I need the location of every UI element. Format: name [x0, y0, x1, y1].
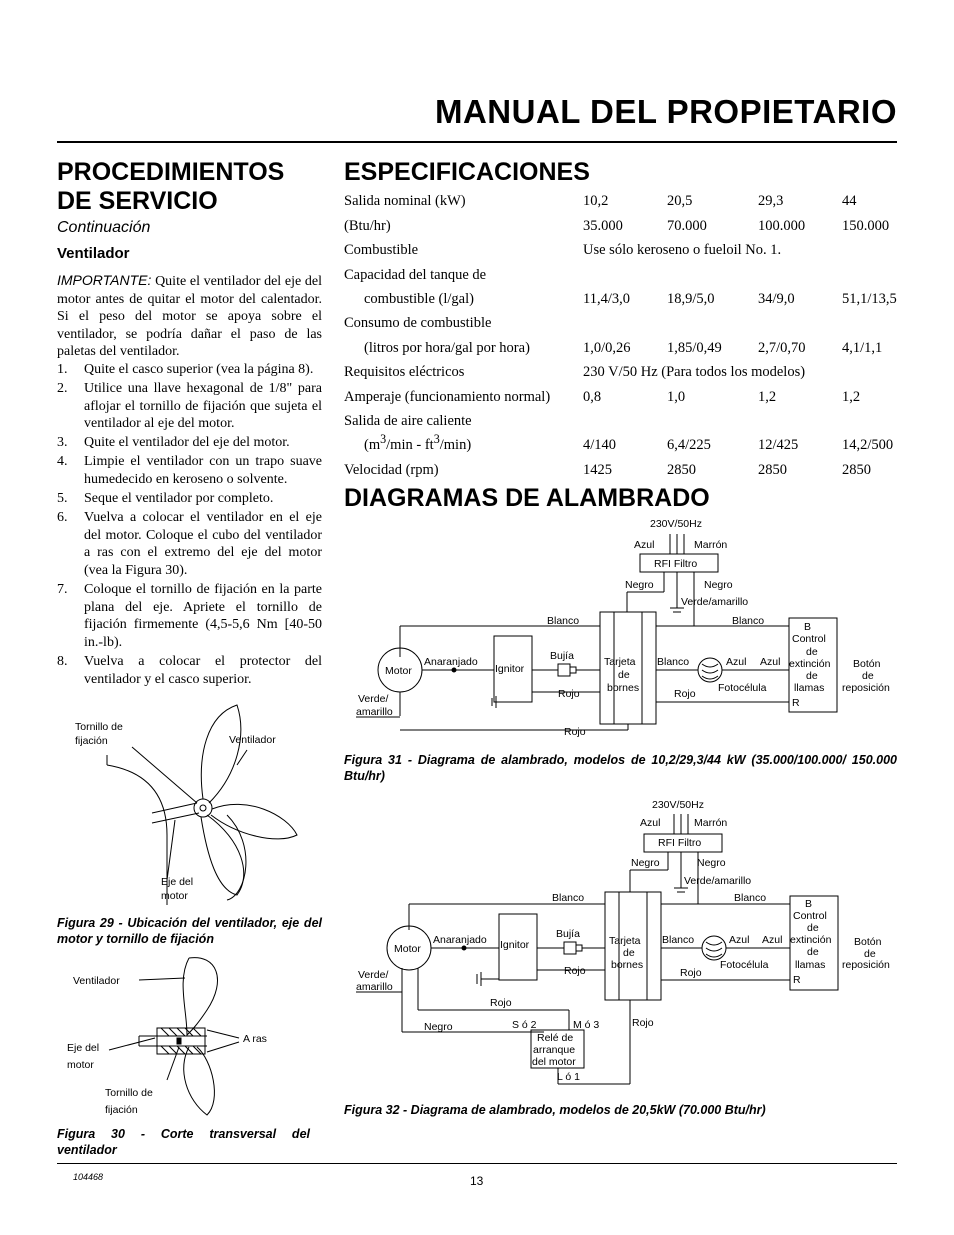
important-paragraph — [57, 272, 322, 361]
step-item — [57, 581, 322, 651]
fig29-label-shaft-2: motor — [161, 890, 188, 902]
specs-label: Salida de aire caliente — [344, 412, 472, 429]
fig29-label-shaft-1: Eje del — [161, 876, 194, 888]
fig32-label-verde-1: Verde/ — [358, 969, 389, 981]
fig31-label-azul-pc-1: Azul — [726, 656, 747, 668]
specs-value: 100.000 — [758, 217, 806, 234]
step-text: Seque el ventilador por completo. — [84, 491, 274, 507]
specs-value: 2850 — [667, 461, 696, 478]
specs-label: Salida nominal (kW) — [344, 193, 466, 210]
specs-row — [344, 406, 902, 430]
fig32-ctrl-1: Control — [793, 910, 827, 922]
fig31-rfi-filter: RFI Filtro — [654, 558, 698, 570]
specs-value: 4/140 — [583, 437, 617, 454]
fig31-label-azul-pc-2: Azul — [760, 656, 781, 668]
specs-value: 44 — [842, 193, 857, 210]
specs-row — [344, 454, 902, 478]
fig32-rfi-filter: RFI Filtro — [658, 837, 702, 849]
section-title-line2: DE SERVICIO — [57, 187, 218, 215]
specs-value: 12/425 — [758, 437, 799, 454]
specs-value: 6,4/225 — [667, 437, 711, 454]
specs-row — [344, 357, 902, 381]
fig32-label-azul: Azul — [640, 817, 661, 829]
fig31-label-blanco-pc: Blanco — [657, 656, 690, 668]
specs-label: combustible (l/gal) — [364, 290, 474, 307]
fig32-boton-2: de — [864, 948, 876, 960]
fig31-label-tarjeta-3: bornes — [607, 682, 640, 694]
figure-31-caption: Figura 31 - Diagrama de alambrado, modelos de 10,2/29,3/44 kW (35.000/100.000/ 150.000 Btu/hr) — [344, 753, 897, 783]
figure-30-cross-section — [57, 950, 327, 1125]
fig32-boton-3: reposición — [842, 959, 890, 971]
step-item — [57, 361, 322, 379]
fig32-label-supply: 230V/50Hz — [652, 799, 704, 811]
specs-row — [344, 235, 902, 259]
step-number: 2. — [57, 381, 68, 397]
specs-label: Combustible — [344, 242, 419, 259]
fig32-boton-1: Botón — [854, 936, 882, 948]
page-number: 13 — [470, 1174, 484, 1188]
fig31-label-rojo-bottom: Rojo — [564, 726, 586, 738]
fig30-label-shaft-2: motor — [67, 1059, 94, 1071]
step-item — [57, 490, 322, 508]
fig31-ctrl-3: extinción — [789, 658, 831, 670]
fig31-boton-1: Botón — [853, 658, 881, 670]
header-rule — [57, 141, 897, 143]
step-item — [57, 453, 322, 488]
fig32-label-bujia: Bujía — [556, 928, 580, 940]
fig32-label-rojo-right: Rojo — [632, 1017, 654, 1029]
step-text: Quite el casco superior (vea la página 8). — [84, 362, 314, 377]
specs-title: ESPECIFICACIONES — [344, 158, 590, 186]
specs-value: 1,0/0,26 — [583, 339, 631, 356]
fig32-rele-2: arranque — [533, 1044, 576, 1056]
fig32-label-blanco-pc: Blanco — [662, 934, 695, 946]
doc-number: 104468 — [73, 1172, 104, 1182]
fig31-label-fotocelula: Fotocélula — [718, 682, 767, 694]
step-number: 5. — [57, 491, 68, 507]
fig32-label-azul-pc-1: Azul — [729, 934, 750, 946]
fig32-ctrl-4: de — [807, 946, 819, 958]
specs-value: 29,3 — [758, 193, 784, 210]
fig31-ctrl-5: llamas — [794, 682, 825, 694]
figure-32-caption: Figura 32 - Diagrama de alambrado, modelos de 20,5kW (70.000 Btu/hr) — [344, 1103, 766, 1117]
important-label: IMPORTANTE: — [57, 272, 152, 288]
specs-row — [344, 308, 902, 332]
step-text: Quite el ventilador del eje del motor. — [84, 435, 290, 451]
fig31-ctrl-r: R — [792, 697, 800, 709]
fig31-label-marron: Marrón — [694, 539, 728, 551]
step-number: 4. — [57, 454, 68, 470]
specs-value: 20,5 — [667, 193, 693, 210]
fig31-ctrl-1: Control — [792, 633, 826, 645]
page-header-title: MANUAL DEL PROPIETARIO — [434, 93, 897, 130]
fig31-ignitor: Ignitor — [495, 663, 525, 675]
fig32-label-anaranjado: Anaranjado — [433, 934, 487, 946]
specs-row — [344, 284, 902, 308]
specs-value: 18,9/5,0 — [667, 290, 715, 307]
specs-span-value: 230 V/50 Hz (Para todos los modelos) — [583, 364, 806, 381]
fig31-label-azul: Azul — [634, 539, 655, 551]
fig32-label-blanco-right: Blanco — [734, 892, 767, 904]
specs-label: Velocidad (rpm) — [344, 461, 439, 478]
fig32-rele-3: del motor — [532, 1056, 576, 1068]
wiring-title: DIAGRAMAS DE ALAMBRADO — [344, 484, 710, 512]
step-number: 6. — [57, 510, 68, 526]
fig31-label-negro-1: Negro — [625, 579, 654, 591]
specs-value: 2850 — [842, 461, 871, 478]
specs-value: 11,4/3,0 — [583, 290, 630, 307]
figure-30-caption: Figura 30 - Corte transversal del ventilador — [57, 1127, 310, 1157]
specs-value: 2850 — [758, 461, 787, 478]
step-number: 1. — [57, 362, 68, 377]
fig31-boton-2: de — [862, 670, 874, 682]
fig32-label-negro-1: Negro — [631, 857, 660, 869]
step-text: Vuelva a colocar el ventilador en el eje del motor. Coloque el cubo del ventilador a ras con el extremo del eje del motor (vea la Figura 30). — [84, 510, 322, 579]
fig31-ctrl-b: B — [804, 621, 812, 633]
specs-row — [344, 332, 902, 356]
specs-row — [344, 259, 902, 283]
specs-value: 1425 — [583, 461, 612, 478]
fig32-ctrl-2: de — [807, 922, 819, 934]
step-number: 3. — [57, 435, 68, 451]
fig30-label-flush: A ras — [243, 1033, 267, 1045]
fig31-label-rojo-ign: Rojo — [558, 688, 580, 700]
fig32-label-verde-amarillo: Verde/amarillo — [684, 875, 752, 887]
fig29-label-fan: Ventilador — [229, 734, 276, 746]
step-text: Vuelva a colocar el protector del ventilador y el casco superior. — [84, 654, 322, 687]
specs-value: 70.000 — [667, 217, 707, 234]
fig32-label-tarjeta-3: bornes — [611, 959, 644, 971]
fig30-label-screw-2: fijación — [105, 1104, 138, 1116]
figure-29-caption: Figura 29 - Ubicación del ventilador, eje del motor y tornillo de fijación — [57, 916, 322, 946]
step-text: Utilice una llave hexagonal de 1/8" para aflojar el tornillo de fijación que sujeta el ventilador al eje del motor. — [84, 381, 322, 432]
fig31-label-tarjeta-2: de — [618, 669, 630, 681]
fig32-label-tarjeta-1: Tarjeta — [609, 935, 641, 947]
fig31-label-tarjeta-1: Tarjeta — [604, 656, 636, 668]
specs-label: (Btu/hr) — [344, 217, 391, 234]
specs-empty — [583, 308, 902, 332]
fig32-label-fotocelula: Fotocélula — [720, 959, 769, 971]
fig32-label-verde-2: amarillo — [356, 981, 393, 993]
specs-row — [344, 381, 902, 405]
fig32-ctrl-b: B — [805, 898, 813, 910]
specs-value: 14,2/500 — [842, 437, 894, 454]
fig31-boton-3: reposición — [842, 682, 890, 694]
fig31-label-verde-amarillo: Verde/amarillo — [681, 596, 749, 608]
fig30-label-fan: Ventilador — [73, 975, 120, 987]
fig32-motor: Motor — [394, 943, 421, 955]
specs-value: 4,1/1,1 — [842, 339, 883, 356]
specs-value: 150.000 — [842, 217, 890, 234]
specs-row — [344, 210, 902, 234]
section-subtitle: Continuación — [57, 219, 151, 236]
specs-value: 35.000 — [583, 217, 623, 234]
specs-label: $(m^3/\min - ft^3/\min)$ — [364, 432, 472, 454]
fig31-label-rojo-pc: Rojo — [674, 688, 696, 700]
fig32-label-tarjeta-2: de — [623, 947, 635, 959]
fig30-label-screw-1: Tornillo de — [105, 1087, 153, 1099]
fig30-label-shaft-1: Eje del — [67, 1042, 100, 1054]
fig31-label-verde-1: Verde/ — [358, 693, 389, 705]
important-text: Quite el ventilador del eje del motor antes de quitar el motor del calentador. Si el peso del motor se apoya sobre el ventilador, se podría dañar el paso de las paletas del ventilador. — [57, 274, 322, 360]
specs-label: Requisitos eléctricos — [344, 364, 465, 381]
specs-value: 1,0 — [667, 388, 686, 405]
fig31-ctrl-2: de — [806, 646, 818, 658]
fig32-label-marron: Marrón — [694, 817, 728, 829]
fig31-label-negro-2: Negro — [704, 579, 733, 591]
fig31-label-bujia: Bujía — [550, 650, 574, 662]
fig32-label-blanco-top: Blanco — [552, 892, 585, 904]
fig29-label-screw-2: fijación — [75, 735, 108, 747]
step-number: 7. — [57, 582, 68, 598]
fig32-ctrl-r: R — [793, 974, 801, 986]
fig32-label-s2: S ó 2 — [512, 1019, 537, 1031]
step-item — [57, 653, 322, 688]
step-item — [57, 434, 322, 452]
footer-rule — [57, 1163, 897, 1164]
specs-value: 2,7/0,70 — [758, 339, 806, 356]
left-column — [57, 158, 327, 237]
specs-value: 34/9,0 — [758, 290, 795, 307]
fig32-label-rojo-pc: Rojo — [680, 967, 702, 979]
step-item — [57, 509, 322, 579]
specs-label: Amperaje (funcionamiento normal) — [344, 388, 551, 405]
specs-row — [344, 430, 902, 454]
fig32-label-l1: L ó 1 — [557, 1071, 580, 1083]
step-text: Limpie el ventilador con un trapo suave humedecido en keroseno o solvente. — [84, 454, 322, 488]
specs-label: Capacidad del tanque de — [344, 266, 487, 283]
step-number: 8. — [57, 654, 68, 669]
section-title-line1: PROCEDIMIENTOS — [57, 158, 285, 186]
fig32-ctrl-3: extinción — [790, 934, 832, 946]
fig32-label-m3: M ó 3 — [573, 1019, 600, 1031]
specs-label: Consumo de combustible — [344, 315, 492, 332]
specs-span-value: Use sólo keroseno o fueloil No. 1. — [583, 242, 782, 259]
fig31-label-blanco-right: Blanco — [732, 615, 765, 627]
specs-table — [344, 186, 902, 479]
specs-empty — [583, 406, 902, 430]
fig31-label-supply: 230V/50Hz — [650, 518, 702, 530]
specs-value: 1,2 — [758, 388, 777, 405]
fig31-label-anaranjado: Anaranjado — [424, 656, 478, 668]
specs-value: 1,85/0,49 — [667, 339, 722, 356]
figure-32-wiring-diagram — [344, 790, 904, 1090]
fig32-label-azul-pc-2: Azul — [762, 934, 783, 946]
fig32-ignitor: Ignitor — [500, 939, 530, 951]
fig31-motor: Motor — [385, 665, 412, 677]
specs-row — [344, 186, 902, 210]
fig32-rele-1: Relé de — [537, 1032, 574, 1044]
specs-value: 0,8 — [583, 388, 602, 405]
subsection-heading: Ventilador — [57, 245, 130, 262]
steps-list — [57, 361, 322, 690]
fig32-label-negro-relay: Negro — [424, 1021, 453, 1033]
fig29-label-screw-1: Tornillo de — [75, 721, 123, 733]
step-text: Coloque el tornillo de fijación en la parte plana del eje. Apriete el tornillo de fijación firmemente (4,5-5,6 Nm [40-50 in.-lb). — [84, 582, 322, 650]
specs-value: 1,2 — [842, 388, 861, 405]
fig31-label-verde-2: amarillo — [356, 706, 393, 718]
fig32-label-rojo-ign: Rojo — [564, 965, 586, 977]
fig31-ctrl-4: de — [806, 670, 818, 682]
figure-29-fan-drawing — [57, 695, 327, 910]
specs-label: (litros por hora/gal por hora) — [364, 339, 530, 356]
fig32-label-negro-2: Negro — [697, 857, 726, 869]
specs-empty — [583, 259, 902, 283]
step-item — [57, 380, 322, 433]
fig32-ctrl-5: llamas — [795, 959, 826, 971]
specs-value: 10,2 — [583, 193, 609, 210]
figure-31-wiring-diagram — [344, 512, 904, 744]
fig31-label-blanco-top: Blanco — [547, 615, 580, 627]
fig32-label-rojo-relay: Rojo — [490, 997, 512, 1009]
specs-value: 51,1/13,5 — [842, 290, 897, 307]
